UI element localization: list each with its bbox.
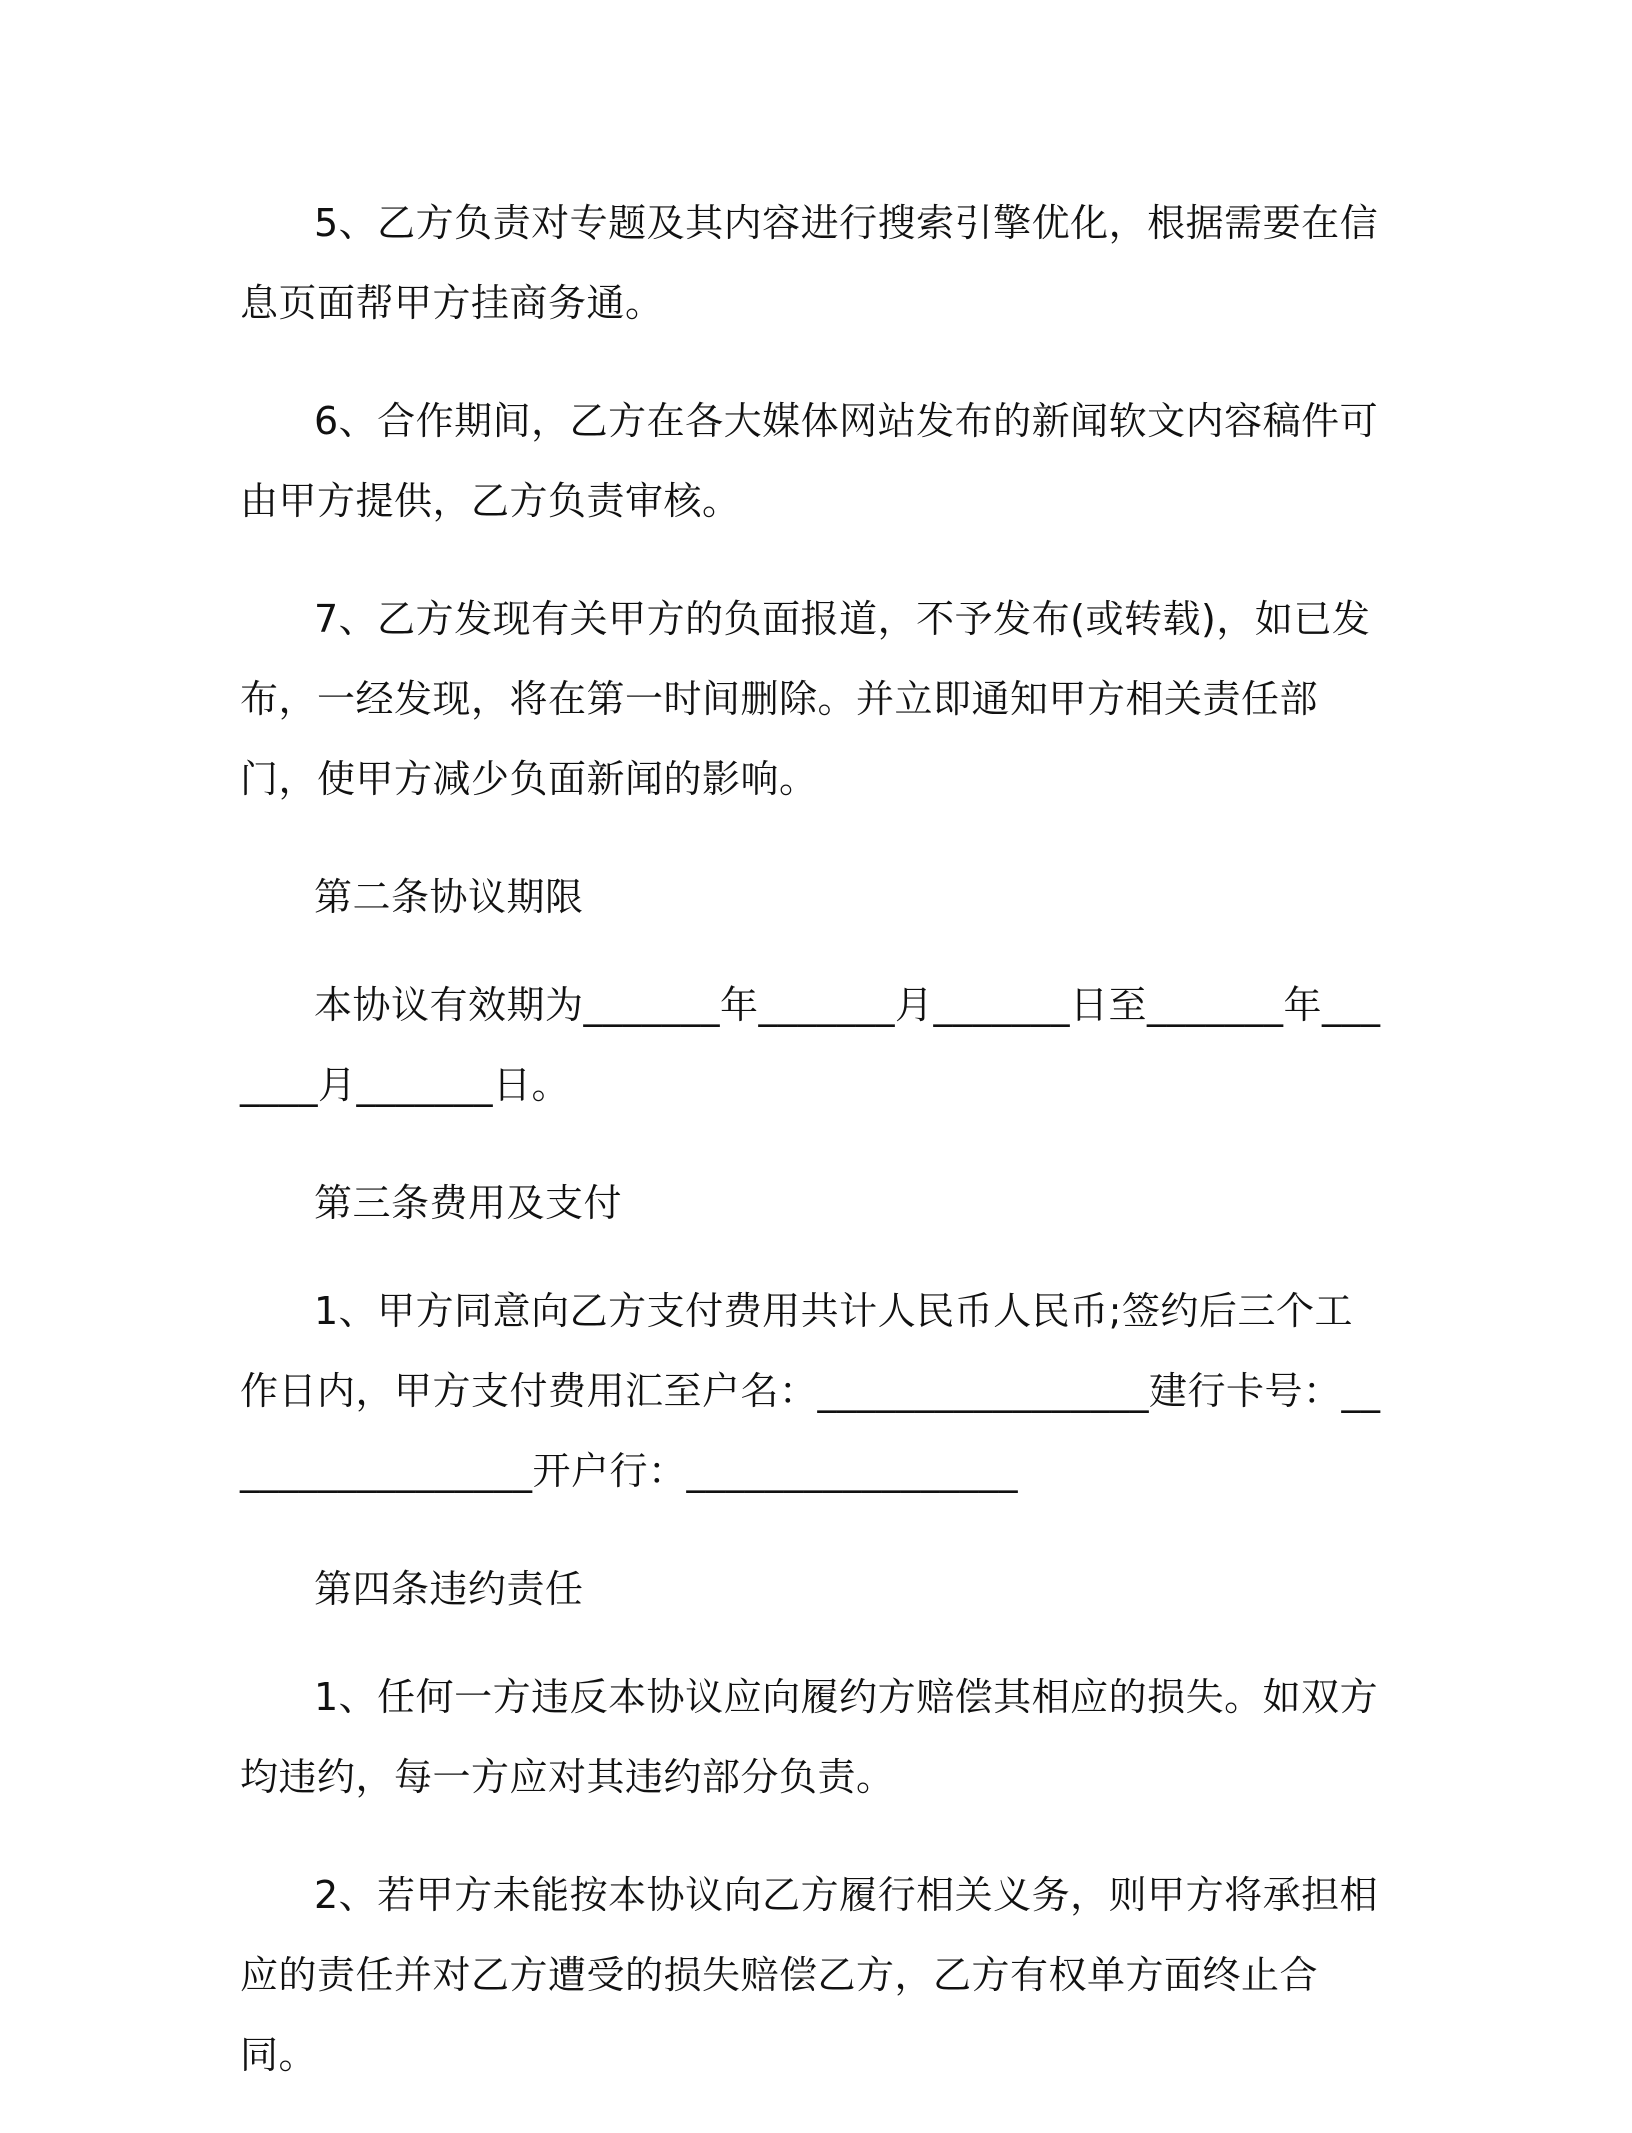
term-period-text: 本协议有效期为_______年_______月_______日至_______年_______月_______日。 [240,983,1381,1107]
payment-clause-1: 1、甲方同意向乙方支付费用共计人民币人民币;签约后三个工作日内，甲方支付费用汇至户名：_________________建行卡号：_________________开户行：_________________ [240,1289,1381,1493]
document-body [240,183,1390,2133]
liability-clause-2: 2、若甲方未能按本协议向乙方履行相关义务，则甲方将承担相应的责任并对乙方遭受的损失赔偿乙方，乙方有权单方面终止合同。 [240,1873,1379,2077]
section-heading-term: 第二条协议期限 [314,875,584,919]
clause-6-press-release: 6、合作期间，乙方在各大媒体网站发布的新闻软文内容稿件可由甲方提供，乙方负责审核。 [240,399,1379,523]
section-heading-payment: 第三条费用及支付 [314,1181,623,1225]
section-heading-liability: 第四条违约责任 [314,1567,584,1611]
clause-5-seo: 5、乙方负责对专题及其内容进行搜索引擎优化，根据需要在信息页面帮甲方挂商务通。 [240,201,1379,325]
liability-clause-1: 1、任何一方违反本协议应向履约方赔偿其相应的损失。如双方均违约，每一方应对其违约部分负责。 [240,1675,1379,1799]
clause-7-negative-news: 7、乙方发现有关甲方的负面报道，不予发布(或转载)，如已发布，一经发现，将在第一时间删除。并立即通知甲方相关责任部门，使甲方减少负面新闻的影响。 [240,597,1371,801]
